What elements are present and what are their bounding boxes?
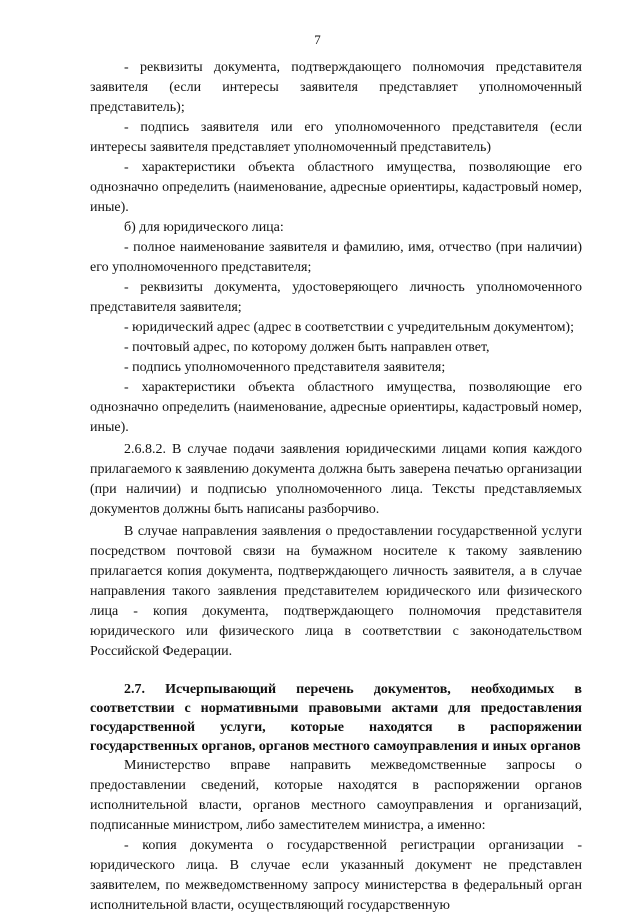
paragraph-11: 2.6.8.2. В случае подачи заявления юридическими лицами копия каждого прилагаемого к заявлению документа должна быть заверена печатью организации (при наличии) и подписью уполномоченного лица. Тексты представляемых документов должны быть написаны разборчиво. [90, 442, 582, 517]
paragraph-5: - полное наименование заявителя и фамилию, имя, отчество (при наличии) его уполномоченного представителя; [90, 240, 582, 275]
paragraph-7: - юридический адрес (адрес в соответствии с учредительным документом); [124, 320, 574, 335]
paragraph-4: б) для юридического лица: [124, 220, 284, 235]
section-heading: 2.7. Исчерпывающий перечень документов, необходимых в соответствии с нормативными правовыми актами для предоставления государственной услуги, которые находятся в распоряжении государственных органов, органов местного самоуправления и иных органов [90, 682, 582, 754]
paragraph-14: - копия документа о государственной регистрации организации - юридического лица. В случае если указанный документ не представлен заявителем, по межведомственному запросу министерства в федеральный орган исполнительной власти, осуществляющий государственную [90, 838, 582, 913]
paragraph-12: В случае направления заявления о предоставлении государственной услуги посредством почтовой связи на бумажном носителе к такому заявлению прилагается копия документа, подтверждающего личность заявителя, а в случае направления такого заявления представителем юридического или физического лица - копия документа, подтверждающего полномочия представителя юридического или физического лица в соответствии с законодательством Российской Федерации. [90, 524, 582, 659]
paragraph-3: - характеристики объекта областного имущества, позволяющие его однозначно определить (наименование, адресные ориентиры, кадастровый номер, иные). [90, 160, 582, 215]
paragraph-6: - реквизиты документа, удостоверяющего личность уполномоченного представителя заявителя; [90, 280, 582, 315]
paragraph-2: - подпись заявителя или его уполномоченного представителя (если интересы заявителя представляет уполномоченный представитель) [90, 120, 582, 155]
paragraph-9: - подпись уполномоченного представителя заявителя; [124, 360, 446, 375]
paragraph-1: - реквизиты документа, подтверждающего полномочия представителя заявителя (если интересы заявителя представляет уполномоченный представитель); [90, 60, 582, 115]
paragraph-13: Министерство вправе направить межведомственные запросы о предоставлении сведений, которые находятся в распоряжении органов исполнительной власти, органов местного самоуправления и организаций, подписанные министром, либо заместителем министра, а именно: [90, 758, 582, 833]
page-number: 7 [314, 32, 321, 47]
paragraph-8: - почтовый адрес, по которому должен быть направлен ответ, [124, 340, 490, 355]
document-body [90, 58, 582, 916]
paragraph-10: - характеристики объекта областного имущества, позволяющие его однозначно определить (наименование, адресные ориентиры, кадастровый номер, иные). [90, 380, 582, 435]
